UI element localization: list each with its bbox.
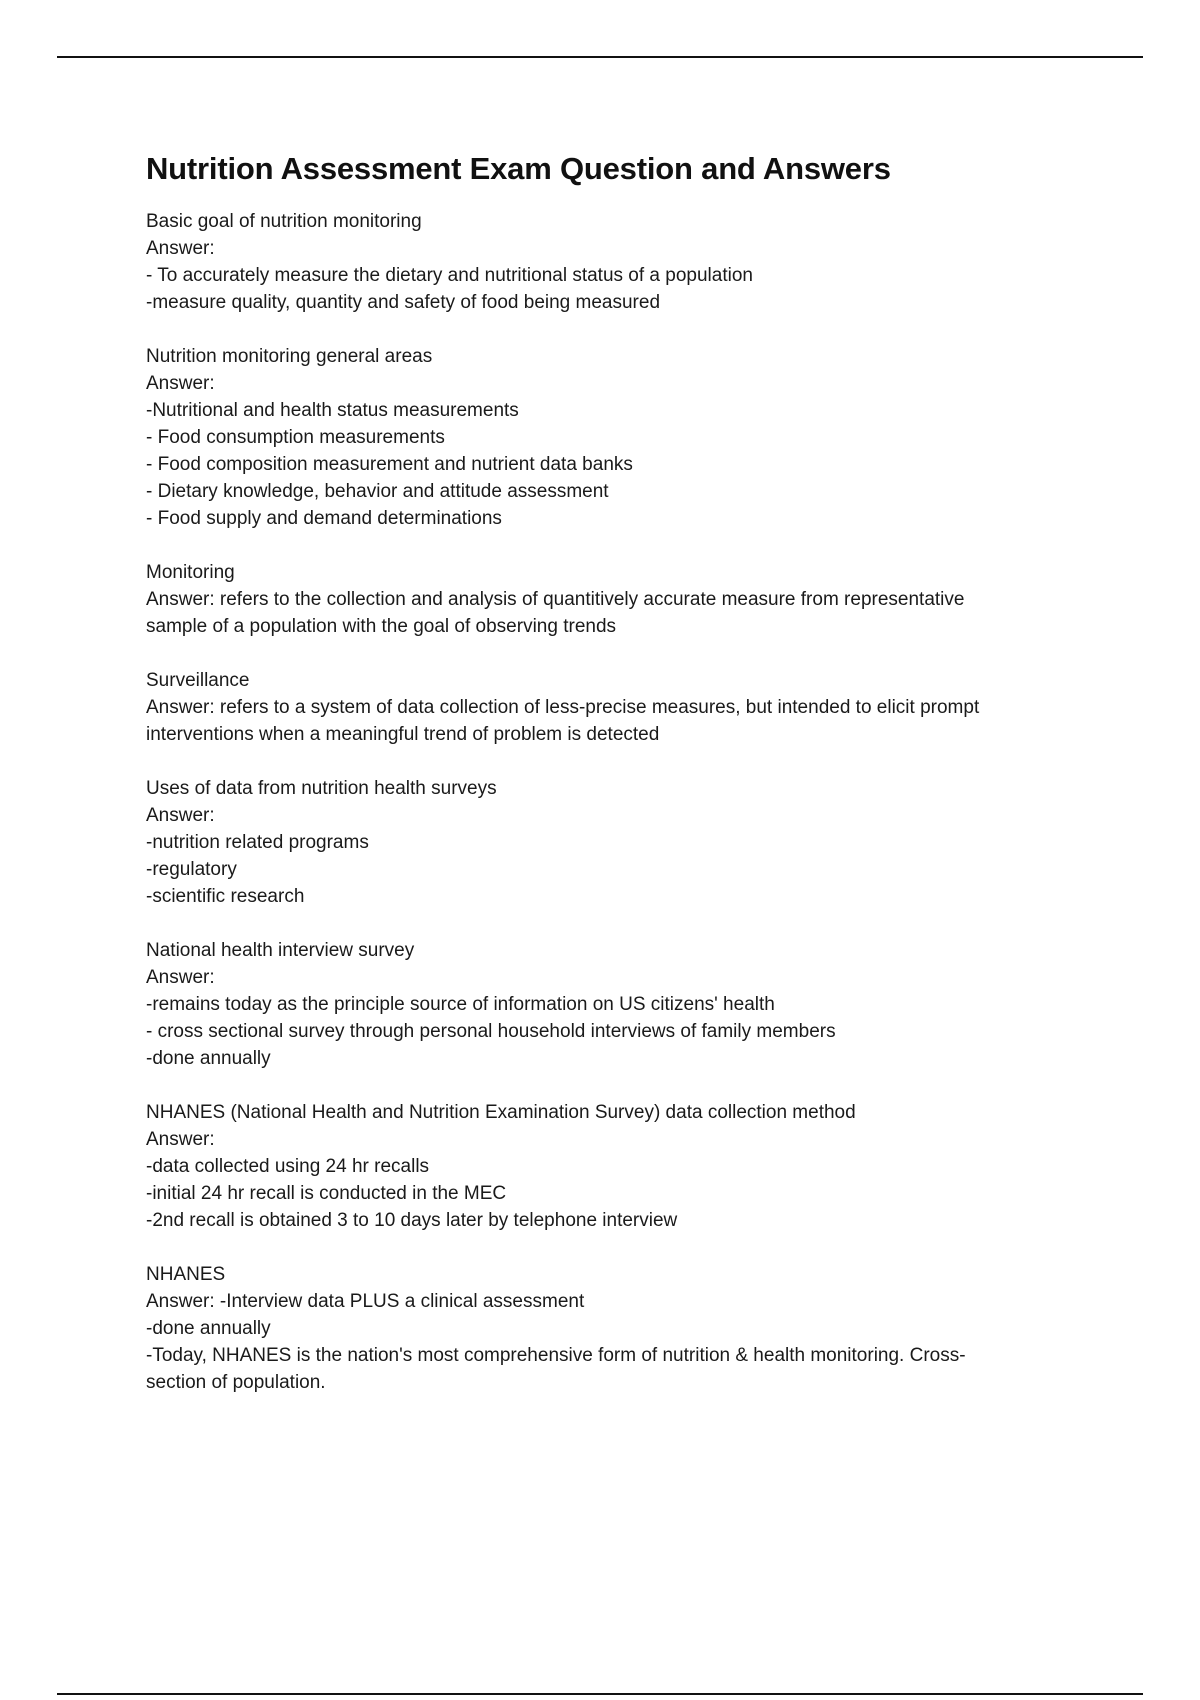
qa-item — [146, 208, 1066, 316]
qa-item — [146, 343, 1066, 532]
answer-label-line: Answer: — [146, 238, 215, 259]
answer-line: - To accurately measure the dietary and nutritional status of a population — [146, 265, 753, 286]
bottom-rule — [57, 1693, 1143, 1695]
answer-line: interventions when a meaningful trend of problem is detected — [146, 724, 660, 745]
answer-line: - Food supply and demand determinations — [146, 508, 502, 529]
qa-item — [146, 1099, 1066, 1234]
qa-item — [146, 559, 1066, 640]
answer-line: sample of a population with the goal of observing trends — [146, 616, 617, 637]
answer-label-line: Answer: — [146, 967, 215, 988]
answer-label-line: Answer: -Interview data PLUS a clinical assessment — [146, 1291, 585, 1312]
question-text: NHANES (National Health and Nutrition Examination Survey) data collection method — [146, 1102, 856, 1123]
answer-line: -initial 24 hr recall is conducted in the MEC — [146, 1183, 507, 1204]
qa-item — [146, 775, 1066, 910]
answer-label-line: Answer: refers to the collection and analysis of quantitively accurate measure from representative — [146, 589, 965, 610]
answer-line: -regulatory — [146, 859, 237, 880]
question-text: Monitoring — [146, 562, 235, 583]
question-text: Nutrition monitoring general areas — [146, 346, 433, 367]
answer-line: -2nd recall is obtained 3 to 10 days later by telephone interview — [146, 1210, 678, 1231]
question-text: Uses of data from nutrition health surveys — [146, 778, 497, 799]
answer-line: - Food consumption measurements — [146, 427, 445, 448]
answer-line: - cross sectional survey through personal household interviews of family members — [146, 1021, 836, 1042]
answer-label-line: Answer: — [146, 1129, 215, 1150]
answer-label-line: Answer: — [146, 373, 215, 394]
qa-item — [146, 937, 1066, 1072]
answer-line: -scientific research — [146, 886, 305, 907]
answer-line: -Today, NHANES is the nation's most comprehensive form of nutrition & health monitoring. Cross- — [146, 1345, 966, 1366]
document-title: Nutrition Assessment Exam Question and Answers — [146, 151, 891, 186]
qa-item — [146, 1261, 1066, 1396]
qa-list — [146, 208, 1066, 1396]
answer-line: -data collected using 24 hr recalls — [146, 1156, 430, 1177]
answer-line: - Dietary knowledge, behavior and attitude assessment — [146, 481, 609, 502]
qa-item — [146, 667, 1066, 748]
question-text: NHANES — [146, 1264, 226, 1285]
answer-label-line: Answer: refers to a system of data collection of less-precise measures, but intended to elicit prompt — [146, 697, 980, 718]
answer-line: -Nutritional and health status measurements — [146, 400, 519, 421]
answer-line: -measure quality, quantity and safety of food being measured — [146, 292, 661, 313]
answer-line: section of population. — [146, 1372, 326, 1393]
answer-label-line: Answer: — [146, 805, 215, 826]
question-text: Basic goal of nutrition monitoring — [146, 211, 422, 232]
document-body — [146, 146, 1066, 1423]
top-rule — [57, 56, 1143, 58]
answer-line: -done annually — [146, 1048, 271, 1069]
question-text: National health interview survey — [146, 940, 415, 961]
answer-line: -remains today as the principle source of information on US citizens' health — [146, 994, 775, 1015]
question-text: Surveillance — [146, 670, 250, 691]
answer-line: -nutrition related programs — [146, 832, 369, 853]
answer-line: -done annually — [146, 1318, 271, 1339]
answer-line: - Food composition measurement and nutrient data banks — [146, 454, 633, 475]
